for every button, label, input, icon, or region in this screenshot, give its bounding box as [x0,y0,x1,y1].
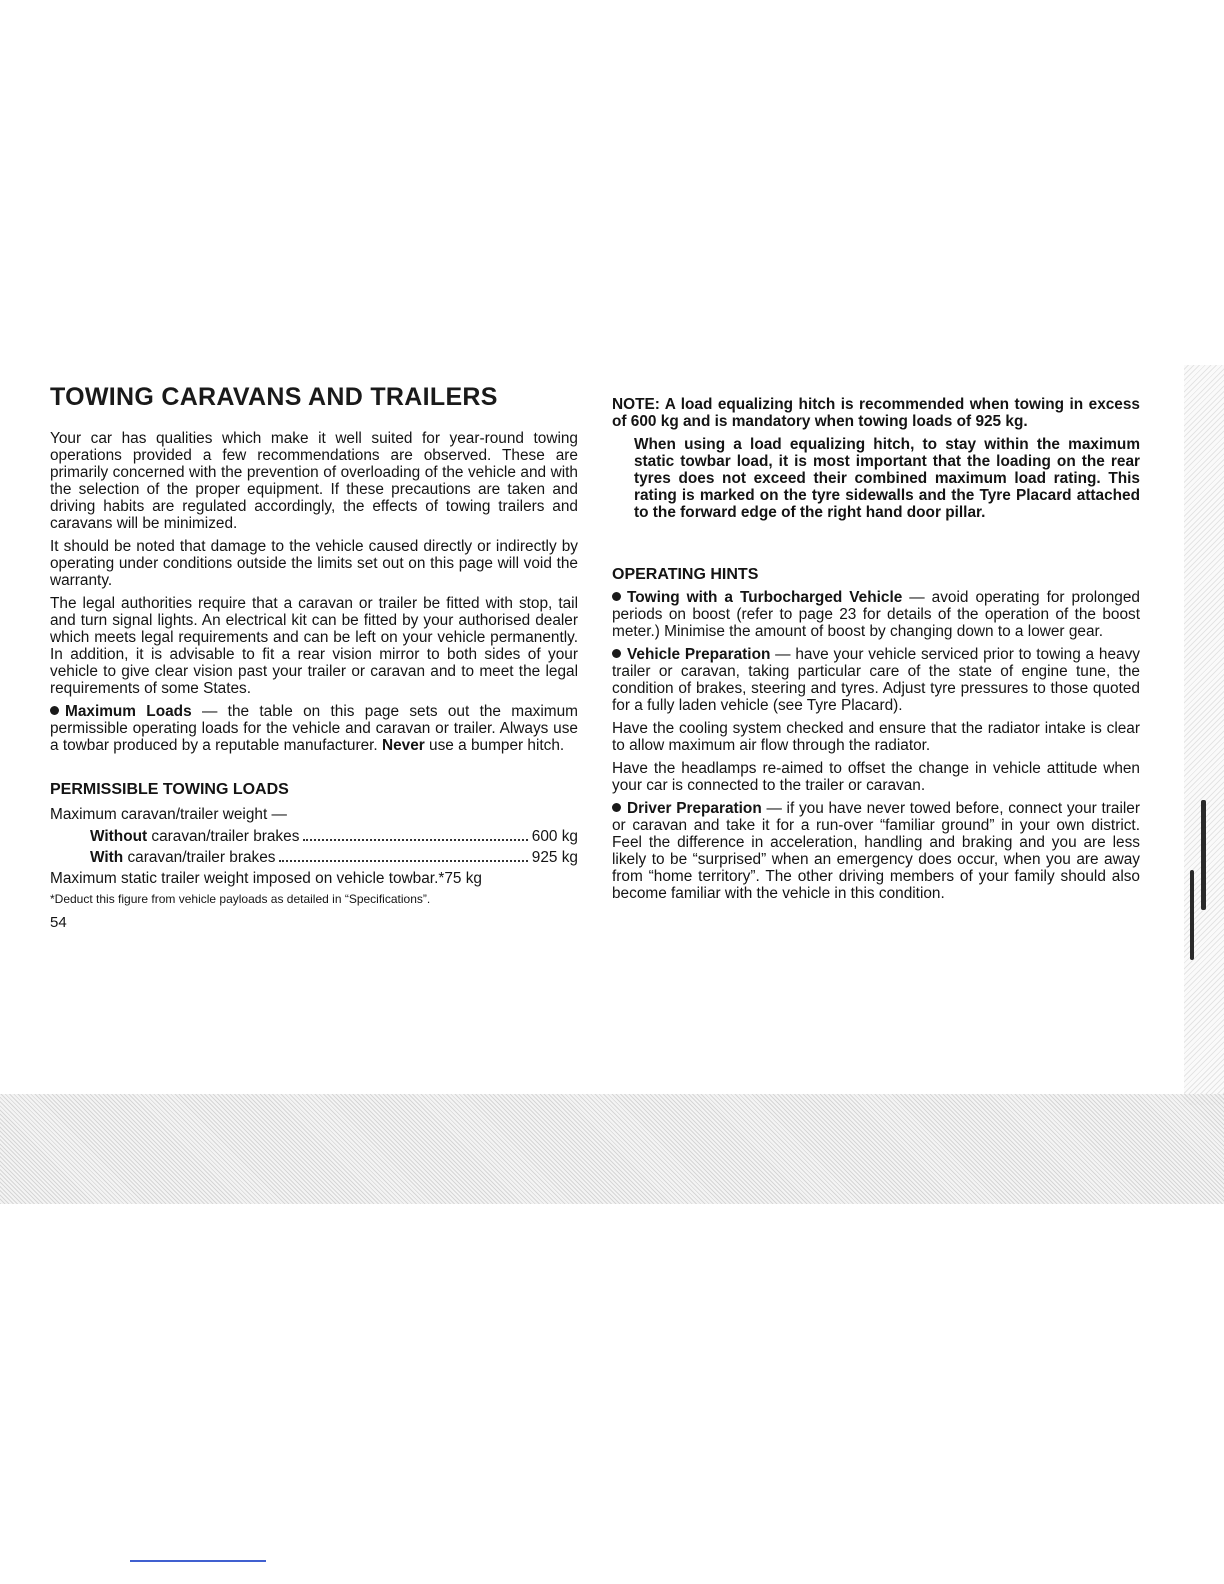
max-loads-paragraph [50,703,578,754]
left-column [50,383,578,931]
load-row-label: caravan/trailer brakes [123,849,276,866]
bullet-icon [612,649,621,658]
max-loads-tail: use a bumper hitch. [424,737,565,754]
load-row-with [50,847,578,868]
intro-paragraph: Your car has qualities which make it well suited for year-round towing operations provided a few recommendations are observed. These are primarily concerned with the prevention of overloading of the vehicle and with the selection of the proper equipment. If these precautions are taken and driving habits are regulated accordingly, the effects of towing trailers and caravans will be minimized. [50,430,578,532]
footnote: *Deduct this figure from vehicle payloads as detailed in “Specifications”. [50,892,431,906]
permissible-intro: Maximum caravan/trailer weight — [50,806,287,823]
right-column [612,396,1140,902]
note-static-load: When using a load equalizing hitch, to stay within the maximum static towbar load, it is most important that the loading on the rear tyres does not exceed their combined maximum load rating. This rating is marked on the tyre sidewalls and the Tyre Placard attached to the forward edge of the right hand door pillar. [634,436,1140,521]
static-weight-row: Maximum static trailer weight imposed on vehicle towbar.*75 kg [50,870,482,887]
binder-mark [1201,800,1206,910]
bullet-icon [612,803,621,812]
load-row-bold: With [90,849,124,866]
vehicle-prep-paragraph [612,646,1140,714]
driver-prep-text: — if you have never towed before, connect your trailer or caravan and take it for a run-over “familiar ground” in your own district. Feel the difference in acceleration, handling and braking and you are less likely to be “surprised” when an emergency does occur, when you are away from “home territory”. The other driving members of your family should also become familiar with the vehicle in this condition. [612,800,1140,902]
bullet-icon [612,592,621,601]
turbo-text: — avoid operating for prolonged periods on boost (refer to page 23 for details of the operation of the boost meter.) Minimise the amount of boost by changing down to a lower gear. [612,589,1140,640]
turbo-paragraph [612,589,1140,640]
vehicle-prep-text: — have your vehicle serviced prior to towing a heavy trailer or caravan, taking particular care of the state of engine tune, the condition of brakes, steering and tyres. Adjust tyre pressures to those quoted for a fully laden vehicle (see Tyre Placard). [612,646,1140,714]
warranty-paragraph: It should be noted that damage to the vehicle caused directly or indirectly by operating under conditions outside the limits set out on this page will void the warranty. [50,538,578,589]
turbo-lead: Towing with a Turbocharged Vehicle [627,589,903,606]
legal-paragraph: The legal authorities require that a caravan or trailer be fitted with stop, tail and turn signal lights. An electrical kit can be fitted by your authorised dealer which meets legal requirements and can be left on your vehicle permanently. In addition, it is advisable to fit a rear vision mirror to both sides of your vehicle to give clear vision past your trailer or caravan and to meet the legal requirements of some States. [50,595,578,697]
page-number: 54 [50,914,67,931]
note-block [612,396,1140,521]
dot-leader [303,826,527,841]
driver-prep-paragraph [612,800,1140,902]
permissible-heading: PERMISSIBLE TOWING LOADS [50,781,289,798]
cooling-paragraph: Have the cooling system checked and ensure that the radiator intake is clear to allow maximum air flow through the radiator. [612,720,1140,754]
scan-shading-right [1184,365,1224,1105]
note-equalizing-hitch: NOTE: A load equalizing hitch is recommended when towing in excess of 600 kg and is mandatory when towing loads of 925 kg. [612,396,1140,430]
loads-table [50,826,578,868]
bullet-icon [50,706,59,715]
operating-hints-heading: OPERATING HINTS [612,566,759,583]
binder-mark [1190,870,1194,960]
headlamps-paragraph: Have the headlamps re-aimed to offset the change in vehicle attitude when your car is connected to the trailer or caravan. [612,760,1140,794]
scan-artifact-line [130,1560,266,1562]
load-row-value: 925 kg [531,849,578,866]
page-title: TOWING CARAVANS AND TRAILERS [50,383,498,411]
load-row-bold: Without [90,828,148,845]
never-emphasis: Never [381,737,425,754]
load-row-without [50,826,578,847]
max-loads-lead: Maximum Loads [65,703,192,720]
load-row-value: 600 kg [531,828,578,845]
vehicle-prep-lead: Vehicle Preparation [627,646,771,663]
driver-prep-lead: Driver Preparation [627,800,762,817]
scan-shading-bottom [0,1094,1224,1204]
max-loads-text: — the table on this page sets out the maximum permissible operating loads for the vehicle and caravan or trailer. Always use a towbar produced by a reputable manufacturer. [50,703,578,754]
dot-leader [279,847,527,862]
load-row-label: caravan/trailer brakes [147,828,300,845]
